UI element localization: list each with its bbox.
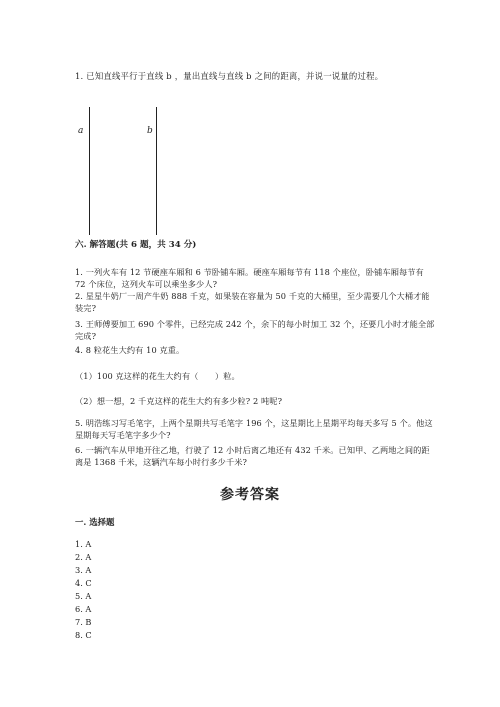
sub-question-2: （2）想一想，2 千克这样的花生大约有多少粒? 2 吨呢? <box>75 396 283 406</box>
answer-item: 4. C <box>75 578 92 588</box>
answer-item: 3. A <box>75 565 92 575</box>
problem-1: 1. 一列火车有 12 节硬座车厢和 6 节卧铺车厢。硬座车厢每节有 118 个座位，卧铺车厢每节有 72 个床位，这列火车可以乘坐多少人? <box>75 267 424 289</box>
answers-section-title: 一. 选择题 <box>75 517 115 527</box>
answer-item: 1. A <box>75 539 92 549</box>
section-6-title: 六. 解答题(共 6 题，共 34 分) <box>75 240 197 250</box>
answer-item: 6. A <box>75 604 92 614</box>
problem-5: 5. 明浩练习写毛笔字，上两个星期共写毛笔字 196 个，这星期比上星期平均每天多写 5 个。他这星期每天写毛笔字多少个? <box>75 418 433 440</box>
problem-3: 3. 王师傅要加工 690 个零件，已经完成 242 个，余下的每小时加工 32 个，还要几小时才能全部完成? <box>75 319 435 341</box>
question-1-text: 1. 已知直线平行于直线 b ，量出直线与直线 b 之间的距离，并说一说量的过程。 <box>75 71 384 81</box>
problem-2: 2. 星星牛奶厂一周产牛奶 888 千克，如果装在容量为 50 千克的大桶里，至少需要几个大桶才能装完? <box>75 291 430 313</box>
answer-item: 8. C <box>75 630 92 640</box>
problem-6: 6. 一辆汽车从甲地开往乙地，行驶了 12 小时后离乙地还有 432 千米。已知甲、乙两地之间的距离是 1368 千米，这辆汽车每小时行多少千米? <box>75 445 430 467</box>
answer-item: 2. A <box>75 552 92 562</box>
problem-4: 4. 8 粒花生大约有 10 克重。 <box>75 345 185 355</box>
line-a-label: a <box>78 126 84 136</box>
line-a <box>89 107 90 235</box>
answer-item: 5. A <box>75 591 92 601</box>
sub-question-1: （1）100 克这样的花生大约有（ ）粒。 <box>75 371 240 381</box>
answers-title: 参考答案 <box>220 487 280 503</box>
answer-item: 7. B <box>75 617 92 627</box>
line-b-label: b <box>147 126 153 136</box>
line-b <box>156 107 157 235</box>
